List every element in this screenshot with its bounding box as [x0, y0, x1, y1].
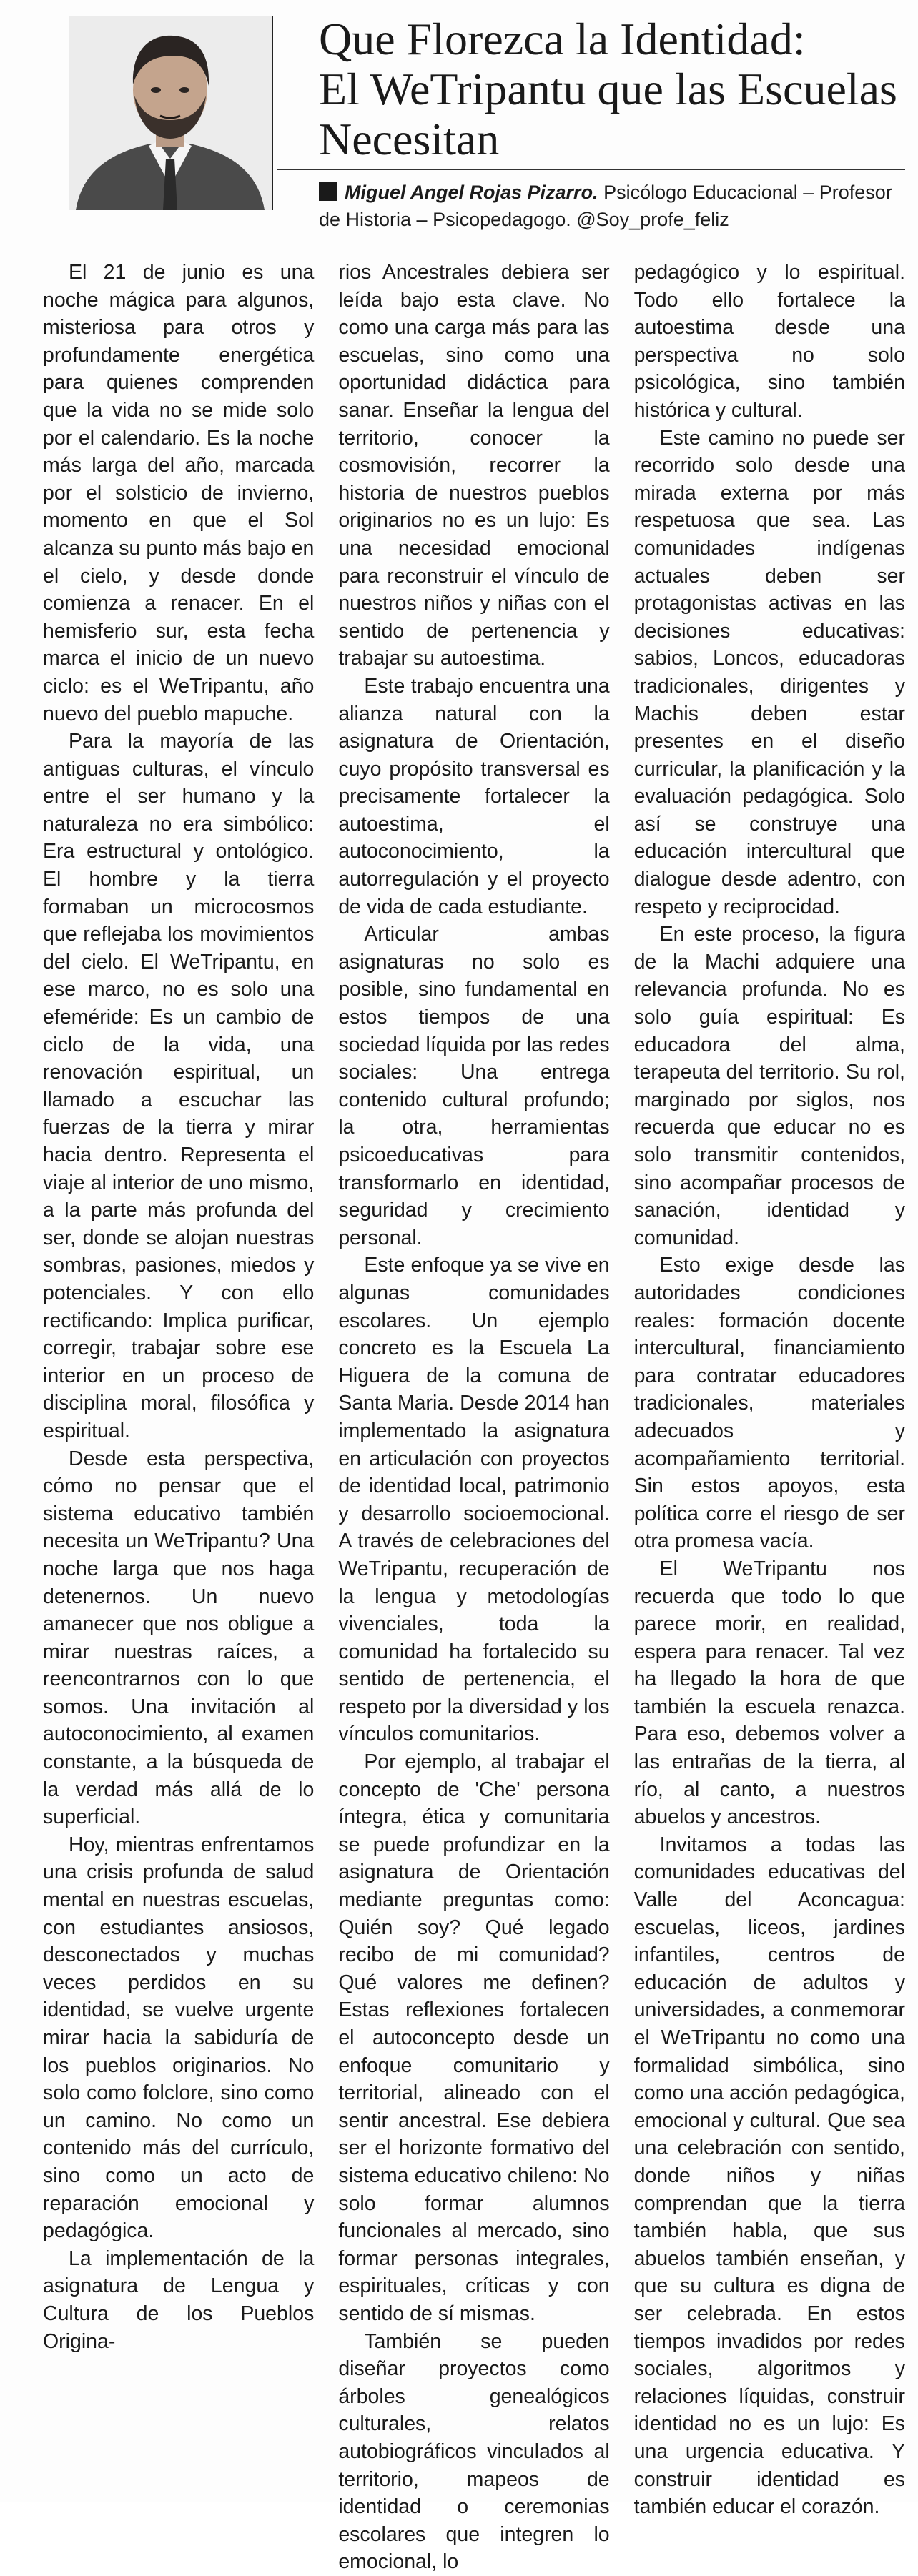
paragraph: En este proceso, la figura de la Machi adquiere una relevancia profunda. No es solo guía espiritual: Es educadora del alma, terapeuta del territorio. Su rol, marginado por siglos, nos recuerda que educar no es solo transmitir contenidos, sino acompañar procesos de sanación, identidad y comunidad. [633, 923, 905, 1249]
paragraph: El 21 de junio es una noche mágica para algunos, misteriosa para otros y profundamente energética para quienes comprenden que la vida no se mide solo por el calendario. Es la noche más larga del año, marcada por el solsticio de invierno, momento en que el Sol alcanza su punto más bajo en el cielo, y desde donde comienza a renacer. En el hemisferio sur, esta fecha marca el inicio de un nuevo ciclo: es el WeTripantu, año nuevo del pueblo mapuche. [43, 261, 315, 725]
paragraph: Este trabajo encuentra una alianza natural con la asignatura de Orientación, cuyo propósito transversal es precisamente fortalecer la autoestima, el autoconocimiento, la autorregulación y el proyecto de vida de cada estudiante. [338, 674, 610, 918]
paragraph-continued: pedagógico y lo espiritual. Todo ello fortalece la autoestima desde una perspectiva no solo psicológica, sino también histórica y cultural. [633, 261, 905, 422]
paragraph: Invitamos a todas las comunidades educativas del Valle del Aconcagua: escuelas, liceos, jardines infantiles, centros de educación de adultos y universidades, a conmemorar el WeTripantu no como una formalidad simbólica, sino como una acción pedagógica, emocional y cultural. Que sea una celebración con sentido, donde niños y niñas comprendan que la tierra también habla, que sus abuelos también enseñan, y que su cultura es digna de ser celebrada. En estos tiempos invadidos por redes sociales, algoritmos y relaciones líquidas, construir identidad no es un lujo: Es una urgencia educativa. Y construir identidad es también educar el corazón. [633, 1833, 905, 2519]
author-handle: @Soy_profe_feliz [576, 209, 729, 230]
column-2 [338, 259, 610, 2574]
paragraph: Hoy, mientras enfrentamos una crisis profunda de salud mental en nuestras escuelas, con estudiantes ansiosos, desconectados y muchas veces perdidos en su identidad, se vuelve urgente mirar hacia la sabiduría de los pueblos originarios. No solo como folclore, sino como un camino. No como un contenido más del currículo, sino como un acto de reparación emocional y pedagógica. [43, 1833, 315, 2243]
title-divider [277, 169, 905, 170]
paragraph: Esto exige desde las autoridades condiciones reales: formación docente intercultural, financiamiento para contratar educadores tradicionales, materiales adecuados y acompañamiento territorial. Sin estos apoyos, esta política corre el riesgo de ser otra promesa vacía. [633, 1254, 905, 1553]
paragraph: El WeTripantu nos recuerda que todo lo que parece morir, en realidad, espera para renacer. Tal vez ha llegado la hora de que también la escuela renazca. Para eso, debemos volver a las entrañas de la tierra, al río, al canto, a nuestros abuelos y ancestros. [633, 1557, 905, 1829]
paragraph: También se pueden diseñar proyectos como árboles genealógicos culturales, relatos autobiográficos vinculados al territorio, mapeos de identidad o ceremonias escolares que integren lo emocional, lo [338, 2329, 610, 2574]
paragraph: Este enfoque ya se vive en algunas comunidades escolares. Un ejemplo concreto es la Escuela La Higuera de la comuna de Santa Maria. Desde 2014 han implementado la asignatura en articulación con proyectos de identidad local, patrimonio y desarrollo socioemocional. A través de celebraciones del WeTripantu, recuperación de la lengua y metodologías vivenciales, toda la comunidad ha fortalecido su sentido de pertenencia, el respeto por la diversidad y los vínculos comunitarios. [338, 1254, 610, 1746]
article-body [43, 259, 905, 2574]
paragraph: Por ejemplo, al trabajar el concepto de 'Che' persona íntegra, ética y comunitaria se puede profundizar en la asignatura de Orientación mediante preguntas como: Quién soy? Qué legado recibo de mi comunidad? Qué valores me definen? Estas reflexiones fortalecen el autoconcepto desde un enfoque comunitario y territorial, alineado con el sentir ancestral. Ese debiera ser el horizonte formativo del sistema educativo chileno: No solo formar alumnos funcionales al mercado, sino formar personas integrales, espirituales, críticas y con sentido de sí mismas. [338, 1750, 610, 2325]
byline [319, 179, 905, 233]
author-roles: Psicólogo Educacional – Profesor de Historia – Psicopedagogo. [319, 182, 892, 230]
paragraph: Desde esta perspectiva, cómo no pensar que el sistema educativo también necesita un WeTripantu? Una noche larga que nos haga detenernos. Un nuevo amanecer que nos obligue a mirar nuestras raíces, a reencontrarnos con lo que somos. Una invitación al autoconocimiento, al examen constante, a la búsqueda de la verdad más allá de lo superficial. [43, 1447, 315, 1829]
title-line-2: El WeTripantu que las Escuelas [319, 64, 897, 114]
article-title [319, 14, 905, 164]
paragraph-continued: rios Ancestrales debiera ser leída bajo esta clave. No como una carga más para las escuelas, sino como una oportunidad didáctica para sanar. Enseñar la lengua del territorio, conocer la cosmovisión, recorrer la historia de nuestros pueblos originarios no es un lujo: Es una necesidad emocional para reconstruir el vínculo de nuestros niños y niñas con el sentido de pertenencia y trabajar su autoestima. [338, 261, 610, 670]
paragraph: Articular ambas asignaturas no solo es posible, sino fundamental en estos tiempos de una sociedad líquida por las redes sociales: Una entrega contenido cultural profundo; la otra, herramientas psicoeducativas para transformarlo en identidad, seguridad y crecimiento personal. [338, 923, 610, 1249]
author-portrait-illustration [69, 16, 272, 210]
author-photo [69, 16, 273, 210]
paragraph: Este camino no puede ser recorrido solo desde una mirada externa por más respetuosa que sea. Las comunidades indígenas actuales deben ser protagonistas activas en las decisiones educativas: sabios, Loncos, educadoras tradicionales, dirigentes y Machis deben estar presentes en el diseño curricular, la planificación y la evaluación pedagógica. Solo así se construye una educación intercultural que dialogue desde adentro, con respeto y reciprocidad. [633, 426, 905, 918]
paragraph: La implementación de la asignatura de Lengua y Cultura de los Pueblos Origina- [43, 2246, 315, 2353]
title-line-1: Que Florezca la Identidad: [319, 14, 806, 64]
column-1 [43, 259, 314, 2475]
paragraph: Para la mayoría de las antiguas culturas, el vínculo entre el ser humano y la naturaleza no era simbólico: Era estructural y ontológico. El hombre y la tierra formaban un microcosmos que reflejaba los movimientos del cielo. El WeTripantu, en ese marco, no es solo una efeméride: Es un cambio de ciclo de la vida, una renovación espiritual, un llamado a escuchar las fuerzas de la tierra y mirar hacia dentro. Representa el viaje al interior de uno mismo, a la parte más profunda del ser, donde se alojan nuestras sombras, pasiones, miedos y potenciales. Y con ello rectificando: Implica purificar, corregir, trabajar sobre ese interior en un proceso de disciplina moral, filosófica y espiritual. [43, 730, 315, 1442]
author-name: Miguel Angel Rojas Pizarro. [345, 182, 598, 203]
column-3 [633, 259, 905, 2519]
byline-square-icon [319, 182, 337, 201]
title-line-3: Necesitan [319, 114, 500, 164]
